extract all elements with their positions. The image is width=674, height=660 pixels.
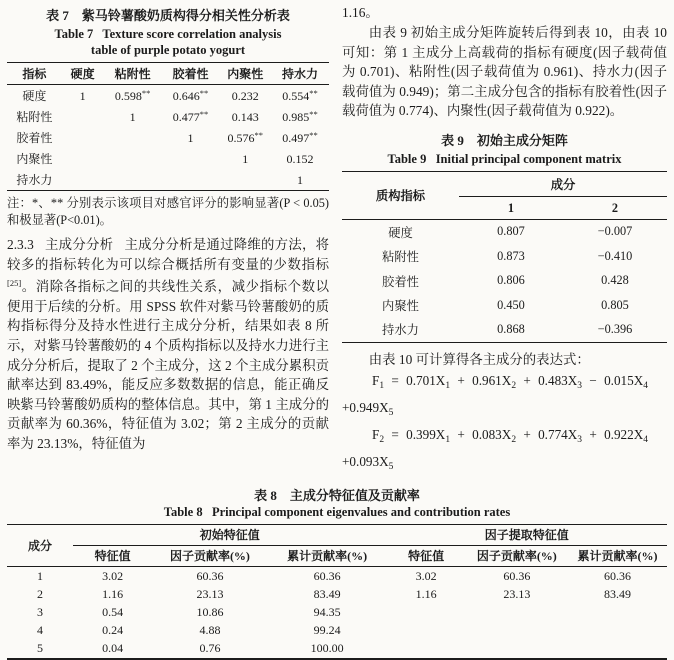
cell: 0.477**: [172, 108, 209, 124]
cell: 0.54: [102, 604, 124, 619]
right-column: [342, 3, 667, 478]
component-number: 4: [37, 623, 43, 638]
cell: 0.232: [231, 88, 259, 103]
table7-header-cell: 持水力: [271, 63, 329, 85]
section-233-paragraph: 2.3.3 主成分分析 主成分分析是通过降维的方法，将较多的指标转化为可以综合概括所有变量的少数指标[25]。消除各指标之间的共线性关系，减少指标个数以便用于后续的分析。用 SPSS 软件对紫马铃薯酸奶的质构指标得分及持水性进行主成分分析，结果如表 8 所示，对紫马铃薯酸奶的 4 个质构指标以及持水力进行主成分分析后，提取了 2 个主成分，这 2 个主成分累积贡献率达到 83.49%，能反应多数数据的信息，能正确反映紫马铃薯酸奶质构的整体信息。其中，第 1 主成分的贡献率为 60.36%，特征值为 3.02；第 2 主成分的贡献率为 23.13%，特征值为: [7, 237, 330, 451]
citation-ref: [25]: [7, 278, 22, 289]
table-row: [7, 603, 667, 621]
table-row: [7, 585, 667, 603]
table-row: [342, 268, 667, 292]
left-column: [7, 3, 329, 478]
cell: [568, 622, 667, 640]
cell: 60.36: [196, 568, 224, 583]
table8-sub-header: 累计贡献率(%): [568, 545, 667, 566]
cell: 10.86: [196, 604, 224, 619]
cell: 100.00: [310, 641, 344, 656]
cell: 0.806: [497, 273, 525, 288]
formula-intro: 由表 10 可计算得各主成分的表达式：: [368, 351, 590, 367]
cell: 0.152: [286, 151, 314, 166]
table7-title-en-line2: table of purple potato yogurt: [90, 43, 246, 57]
table9-discussion-paragraph: 由表 9 初始主成分矩阵旋转后得到表 10，由表 10 可知：第 1 主成分上高载荷的指标有硬度(因子载荷值为 0.701)、粘附性(因子载荷值为 0.961)、持水力(因子载荷值为 0.949)；第二主成分包含的指标有胶着性(因子载荷值为 0.774)、内聚性(因子载荷值为 0.922)。: [342, 25, 667, 119]
table9-title-en: Table 9 Initial principal component matrix: [387, 151, 622, 166]
table9-title-cn: 表 9 初始主成分矩阵: [441, 132, 568, 148]
table8-sub-header-row: [7, 545, 667, 566]
cell: 0.497**: [282, 129, 318, 145]
cell: 0.24: [102, 623, 124, 638]
table9-group-header-row: [342, 171, 667, 196]
table9-sub-header: 2: [563, 197, 667, 219]
table9-stub-header: 质构指标: [342, 171, 459, 219]
table7-header-cell: 内聚性: [220, 63, 272, 85]
cell: [466, 622, 568, 640]
table-row: [7, 127, 329, 148]
row-label: 硬度: [22, 89, 47, 103]
component-number: 3: [37, 604, 43, 619]
table8-sub-header: 特征值: [386, 545, 465, 566]
cell: 1.16: [415, 586, 437, 601]
cell: 0.04: [102, 641, 124, 656]
table8-eigenvalues: [7, 524, 667, 660]
cell: 60.36: [603, 568, 631, 583]
cell: [62, 148, 104, 169]
formula-f1-line2: $+0.949X_5$: [342, 399, 394, 418]
cell: 23.13: [196, 586, 224, 601]
cell: 94.35: [313, 604, 341, 619]
table8-sub-header: 因子贡献率(%): [466, 545, 568, 566]
row-label: 硬度: [388, 225, 413, 240]
cell: [386, 603, 465, 621]
table8-sub-header: 特征值: [73, 545, 152, 566]
cell: 0.985**: [282, 108, 318, 124]
formula-f2-line1: $F_2 = 0.399X_1 + 0.083X_2 + 0.774X_3 + 0.922X_4$: [372, 426, 649, 445]
table8-sub-header: 因子贡献率(%): [152, 545, 268, 566]
cell: [386, 622, 465, 640]
row-label: 胶着性: [16, 131, 53, 145]
cell: [62, 127, 104, 148]
cell: [104, 127, 162, 148]
cell: 0.450: [497, 297, 525, 312]
cell: [104, 169, 162, 191]
cell: 0.76: [199, 641, 221, 656]
component-number: 5: [37, 641, 43, 656]
table9-initial-pc-matrix: [342, 171, 667, 343]
continued-line: 1.16。: [342, 5, 379, 20]
table8-group-header-extracted: 因子提取特征值: [386, 524, 667, 545]
row-label: 持水力: [382, 323, 419, 338]
table-row: [7, 640, 667, 659]
cell: 4.88: [199, 623, 221, 638]
table8-title-en: Table 8 Principal component eigenvalues and contribution rates: [163, 504, 511, 519]
table7-header-cell: 粘附性: [104, 63, 162, 85]
table8-group-header-row: [7, 524, 667, 545]
row-label: 内聚性: [16, 152, 53, 166]
section-number: 2.3.3: [7, 237, 34, 252]
cell: 83.49: [603, 586, 631, 601]
cell: 0.805: [601, 297, 629, 312]
formula-f2-line2: $+0.093X_5$: [342, 453, 394, 472]
table8-stub-header: 成分: [7, 524, 73, 566]
table-row: [7, 169, 329, 191]
cell: 1.16: [102, 586, 124, 601]
cell: [62, 169, 104, 191]
table8-title-cn: 表 8 主成分特征值及贡献率: [254, 487, 420, 503]
cell: 0.873: [497, 248, 525, 263]
cell: [162, 148, 220, 169]
row-label: 胶着性: [382, 274, 419, 289]
cell: 99.24: [313, 623, 341, 638]
cell: 1: [129, 109, 136, 124]
cell: 0.428: [601, 273, 629, 288]
table-row: [342, 244, 667, 268]
cell: 1: [79, 88, 86, 103]
table8-group-header-initial: 初始特征值: [73, 524, 386, 545]
cell: −0.410: [597, 248, 633, 263]
table-row: [342, 293, 667, 317]
table9-group-header: 成分: [459, 171, 667, 196]
table-row: [7, 566, 667, 585]
table-row: [7, 148, 329, 169]
table-row: [7, 622, 667, 640]
table9-sub-header: 1: [459, 197, 563, 219]
table-row: [342, 317, 667, 342]
cell: 0.143: [231, 109, 259, 124]
table7-correlation: [7, 62, 329, 191]
component-number: 2: [37, 586, 43, 601]
cell: 1: [187, 130, 194, 145]
cell: [386, 640, 465, 659]
cell: [568, 640, 667, 659]
table7-title-en-line1: Table 7 Texture score correlation analysis: [54, 27, 282, 41]
table8-sub-header: 累计贡献率(%): [268, 545, 387, 566]
row-label: 持水力: [16, 173, 53, 187]
cell: 3.02: [415, 568, 437, 583]
table7-header-cell: 胶着性: [162, 63, 220, 85]
formula-f1-line1: $F_1 = 0.701X_1 + 0.961X_2 + 0.483X_3 - 0.015X_4$: [372, 372, 649, 391]
table7-title-cn: 表 7 紫马铃薯酸奶质构得分相关性分析表: [46, 8, 290, 23]
table-row: [7, 85, 329, 107]
row-label: 内聚性: [382, 299, 419, 314]
cell: 60.36: [503, 568, 531, 583]
component-number: 1: [37, 568, 43, 583]
table-row: [7, 106, 329, 127]
cell: 0.598**: [114, 87, 151, 103]
table-row: [342, 219, 667, 244]
table8-section: [7, 485, 667, 660]
table7-header-row: [7, 63, 329, 85]
cell: [220, 169, 272, 191]
cell: 0.576**: [227, 129, 263, 145]
cell: 83.49: [313, 586, 341, 601]
cell: 60.36: [313, 568, 341, 583]
table7-header-cell: 指标: [7, 63, 62, 85]
cell: [466, 603, 568, 621]
cell: [568, 603, 667, 621]
cell: −0.007: [597, 224, 633, 239]
row-label: 粘附性: [382, 250, 419, 265]
cell: [466, 640, 568, 659]
cell: [162, 169, 220, 191]
row-label: 粘附性: [16, 110, 53, 124]
table7-footnote: 注：*、** 分别表示该项目对感官评分的影响显著(P < 0.05)和极显著(P<0.01)。: [7, 196, 329, 227]
cell: 3.02: [102, 568, 124, 583]
cell: 0.868: [497, 321, 525, 336]
cell: 0.807: [497, 224, 525, 239]
table7-header-cell: 硬度: [62, 63, 104, 85]
two-column-layout: [7, 3, 667, 478]
cell: 0.554**: [282, 87, 318, 103]
cell: [62, 106, 104, 127]
section-heading: 主成分分析: [44, 237, 114, 252]
cell: 23.13: [503, 586, 531, 601]
cell: 1: [242, 151, 249, 166]
cell: −0.396: [597, 321, 633, 336]
cell: 0.646**: [172, 87, 209, 103]
cell: [104, 148, 162, 169]
cell: 1: [297, 172, 303, 187]
